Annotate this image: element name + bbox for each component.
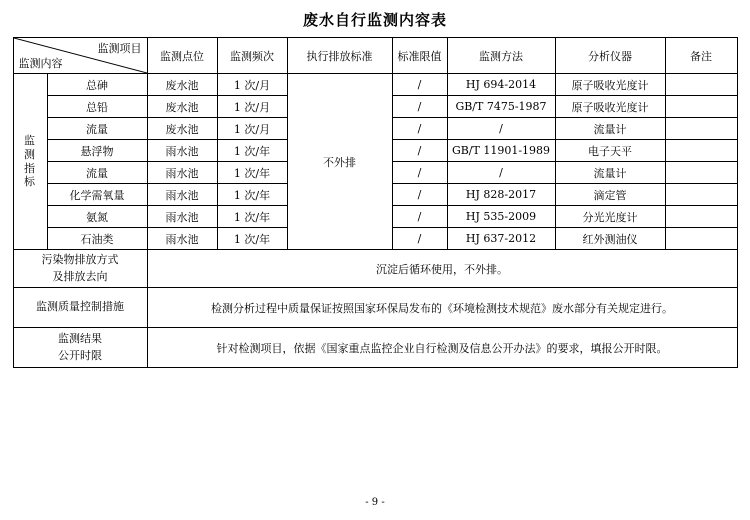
cell-point: 雨水池 xyxy=(147,228,217,250)
cell-method: HJ 694-2014 xyxy=(447,74,555,96)
cell-frequency: 1 次/月 xyxy=(217,96,287,118)
cell-method: GB/T 7475-1987 xyxy=(447,96,555,118)
cell-frequency: 1 次/年 xyxy=(217,206,287,228)
label-discharge-method-line1: 污染物排放方式 xyxy=(41,253,119,266)
header-corner-cell xyxy=(13,38,147,74)
label-discharge-method xyxy=(13,250,147,288)
table-row-discharge-method xyxy=(13,250,737,288)
cell-method: HJ 828-2017 xyxy=(447,184,555,206)
cell-instrument: 滴定管 xyxy=(555,184,665,206)
cell-point: 废水池 xyxy=(147,74,217,96)
table-header-row xyxy=(13,38,737,74)
cell-remark xyxy=(665,162,737,184)
cell-instrument: 原子吸收光度计 xyxy=(555,96,665,118)
cell-instrument: 红外测油仪 xyxy=(555,228,665,250)
cell-point: 雨水池 xyxy=(147,162,217,184)
label-quality-control-text: 监测质量控制措施 xyxy=(36,300,124,314)
content-quality-control: 检测分析过程中质量保证按照国家环保局发布的《环境检测技术规范》废水部分有关规定进行。 xyxy=(147,288,737,328)
cell-method: GB/T 11901-1989 xyxy=(447,140,555,162)
cell-remark xyxy=(665,184,737,206)
table-row-disclosure-deadline xyxy=(13,328,737,368)
cell-method: / xyxy=(447,162,555,184)
cell-limit: / xyxy=(392,228,447,250)
cell-remark xyxy=(665,74,737,96)
cell-method: HJ 535-2009 xyxy=(447,206,555,228)
cell-remark xyxy=(665,228,737,250)
cell-remark xyxy=(665,140,737,162)
cell-frequency: 1 次/月 xyxy=(217,118,287,140)
header-monitoring-method: 监测方法 xyxy=(447,38,555,74)
page-title: 废水自行监测内容表 xyxy=(302,11,447,29)
header-remark: 备注 xyxy=(665,38,737,74)
header-monitoring-point: 监测点位 xyxy=(147,38,217,74)
cell-method: / xyxy=(447,118,555,140)
table-row xyxy=(13,74,737,96)
cell-remark xyxy=(665,96,737,118)
cell-point: 废水池 xyxy=(147,118,217,140)
cell-item: 流量 xyxy=(47,118,147,140)
header-monitoring-content-label: 监测内容 xyxy=(18,57,63,70)
cell-limit: / xyxy=(392,74,447,96)
label-quality-control xyxy=(13,288,147,328)
cell-limit: / xyxy=(392,118,447,140)
label-disclosure-deadline-line2: 公开时限 xyxy=(58,348,102,362)
label-disclosure-deadline xyxy=(13,328,147,368)
cell-remark xyxy=(665,206,737,228)
cell-frequency: 1 次/年 xyxy=(217,228,287,250)
cell-item: 流量 xyxy=(47,162,147,184)
cell-item: 氨氮 xyxy=(47,206,147,228)
header-standard-limit: 标准限值 xyxy=(392,38,447,74)
header-analysis-instrument: 分析仪器 xyxy=(555,38,665,74)
cell-instrument: 流量计 xyxy=(555,162,665,184)
cell-emission-standard-merged: 不外排 xyxy=(287,74,392,250)
content-disclosure-deadline: 针对检测项目，依据《国家重点监控企业自行检测及信息公开办法》的要求，填报公开时限。 xyxy=(147,328,737,368)
cell-item: 悬浮物 xyxy=(47,140,147,162)
label-disclosure-deadline-line1: 监测结果 xyxy=(58,332,102,345)
header-monitoring-item-label: 监测项目 xyxy=(97,42,142,55)
cell-instrument: 流量计 xyxy=(555,118,665,140)
label-discharge-method-line2: 及排放去向 xyxy=(52,269,108,283)
page-number: - 9 - xyxy=(365,497,385,508)
cell-limit: / xyxy=(392,162,447,184)
group-label-monitoring-indicators xyxy=(13,74,47,250)
cell-point: 废水池 xyxy=(147,96,217,118)
cell-instrument: 分光光度计 xyxy=(555,206,665,228)
table-row-quality-control xyxy=(13,288,737,328)
cell-frequency: 1 次/月 xyxy=(217,74,287,96)
cell-frequency: 1 次/年 xyxy=(217,184,287,206)
cell-point: 雨水池 xyxy=(147,140,217,162)
cell-limit: / xyxy=(392,206,447,228)
cell-point: 雨水池 xyxy=(147,206,217,228)
cell-frequency: 1 次/年 xyxy=(217,140,287,162)
cell-instrument: 原子吸收光度计 xyxy=(555,74,665,96)
cell-point: 雨水池 xyxy=(147,184,217,206)
cell-remark xyxy=(665,118,737,140)
cell-limit: / xyxy=(392,184,447,206)
cell-method: HJ 637-2012 xyxy=(447,228,555,250)
content-discharge-method: 沉淀后循环使用，不外排。 xyxy=(147,250,737,288)
cell-item: 总铅 xyxy=(47,96,147,118)
cell-limit: / xyxy=(392,140,447,162)
wastewater-monitoring-table xyxy=(13,37,738,368)
cell-item: 总砷 xyxy=(47,74,147,96)
cell-item: 化学需氧量 xyxy=(47,184,147,206)
header-monitoring-frequency: 监测频次 xyxy=(217,38,287,74)
cell-item: 石油类 xyxy=(47,228,147,250)
group-label-text: 监 测 指 标 xyxy=(24,134,36,189)
cell-frequency: 1 次/年 xyxy=(217,162,287,184)
cell-limit: / xyxy=(392,96,447,118)
header-emission-standard: 执行排放标准 xyxy=(287,38,392,74)
cell-instrument: 电子天平 xyxy=(555,140,665,162)
